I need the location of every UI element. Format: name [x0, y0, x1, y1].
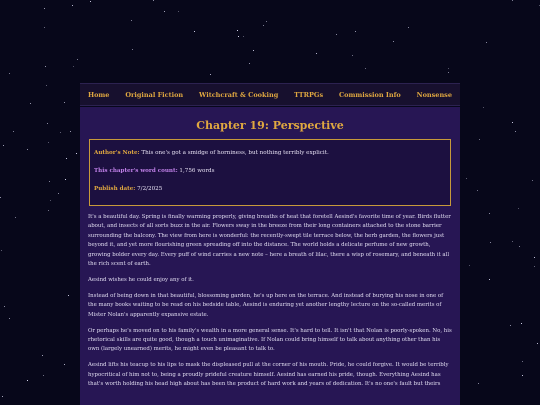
star-dot — [352, 55, 353, 56]
star-dot — [469, 265, 470, 266]
star-dot — [132, 49, 133, 50]
chapter-title: Chapter 19: Perspective — [196, 119, 344, 132]
star-dot — [510, 325, 511, 326]
star-dot — [266, 21, 267, 22]
authors-note-label: Author's Note: — [94, 150, 140, 156]
star-dot — [13, 131, 14, 132]
star-dot — [68, 295, 69, 296]
star-dot — [27, 380, 28, 381]
star-dot — [478, 383, 479, 384]
nav-commission-info[interactable]: Commission Info — [339, 90, 401, 99]
star-dot — [263, 25, 264, 26]
publish-date — [94, 186, 162, 192]
star-dot — [58, 193, 59, 194]
star-dot — [15, 217, 16, 218]
star-dot — [70, 131, 71, 132]
star-dot — [42, 355, 43, 356]
star-dot — [316, 53, 317, 54]
star-dot — [518, 208, 519, 209]
story-paragraph: It's a beautiful day. Spring is finally warming properly, giving breaths of heat that foretell Aesind's favorite time of year. Birds flutter about, and insects of all sorts buzz in the air. Flowers sway in the breeze from their long containers attached to the stone barrier surrounding the balcony. The view from here is wonderful: the recently-swept tile terrace below, the herb garden, the flowers just beyond it, and yet more flourishing green spreading off into the distance. The world holds a delicate perfume of new growth, growing bolder every day. Every puff of wind carries a new note – here a breath of lilac, there a wisp of rosemary, and beneath it all the rich scent of earth. — [88, 214, 451, 268]
nav-ttrpgs[interactable]: TTRPGs — [294, 90, 324, 99]
star-dot — [238, 36, 239, 37]
star-dot — [512, 0, 513, 1]
chapter-info-box — [89, 139, 451, 206]
publish-date-label: Publish date: — [94, 186, 136, 192]
star-dot — [0, 197, 1, 198]
star-dot — [1, 250, 2, 251]
story-paragraph: Instead of being down in that beautiful, blossoming garden, he's up here on the terrace. And instead of burying his nose in one of the many books waiting to be read on his bedside table, Aesind is enduring yet another lengthy lecture on the so-called merits of Mister Nolan's apparently expansive estate. — [88, 292, 444, 318]
star-dot — [466, 178, 467, 179]
star-dot — [60, 132, 61, 133]
star-dot — [48, 210, 49, 211]
main-nav — [80, 83, 460, 106]
star-dot — [50, 200, 51, 201]
star-dot — [515, 131, 516, 132]
star-dot — [532, 180, 533, 181]
nav-witchcraft-cooking[interactable]: Witchcraft & Cooking — [199, 90, 279, 99]
star-dot — [355, 31, 356, 32]
star-dot — [9, 318, 10, 319]
star-dot — [73, 66, 74, 67]
star-dot — [512, 241, 513, 242]
star-dot — [66, 158, 67, 159]
star-dot — [164, 11, 165, 12]
word-count-value: 1,756 words — [179, 168, 215, 174]
star-dot — [534, 266, 535, 267]
nav-original-fiction[interactable]: Original Fiction — [125, 90, 184, 99]
star-dot — [253, 50, 254, 51]
story-text — [88, 213, 452, 396]
star-dot — [448, 72, 449, 73]
star-dot — [243, 36, 244, 37]
star-dot — [336, 34, 337, 35]
star-dot — [45, 66, 46, 67]
star-dot — [43, 375, 44, 376]
star-dot — [512, 122, 513, 123]
star-dot — [65, 179, 66, 180]
star-dot — [365, 68, 366, 69]
star-dot — [3, 145, 4, 146]
star-dot — [408, 27, 409, 28]
star-dot — [44, 8, 45, 9]
word-count — [94, 168, 215, 174]
star-dot — [483, 107, 484, 108]
authors-note-text: This one's got a smidge of horniness, but nothing terribly explicit. — [141, 150, 329, 156]
star-dot — [64, 102, 65, 103]
star-dot — [44, 27, 45, 28]
star-dot — [486, 42, 487, 43]
star-dot — [2, 396, 3, 397]
star-dot — [479, 139, 480, 140]
star-dot — [393, 41, 394, 42]
star-dot — [30, 103, 31, 104]
star-dot — [490, 242, 491, 243]
word-count-label: This chapter's word count: — [94, 168, 178, 174]
star-dot — [90, 1, 91, 2]
star-dot — [27, 149, 28, 150]
star-dot — [9, 73, 10, 74]
star-dot — [49, 181, 50, 182]
star-dot — [47, 123, 48, 124]
star-dot — [489, 279, 490, 280]
nav-home[interactable]: Home — [87, 90, 110, 99]
story-paragraph: Aesind lifts his teacup to his lips to mask the displeased pull at the corner of his mouth. Pride, he could forgive. It would be terribly hypocritical of him not to, being a proudly prideful creature himself. Aesind has earned his pride, though. Everything Aesind has that's worth holding his head high about has been the product of hard work and years of dedication. It's no one's fault but theirs — [88, 362, 449, 388]
star-dot — [537, 343, 538, 344]
star-dot — [178, 11, 179, 12]
star-dot — [64, 364, 65, 365]
star-dot — [522, 361, 523, 362]
publish-date-value: 7/2/2025 — [137, 186, 163, 192]
star-dot — [522, 375, 523, 376]
star-dot — [477, 190, 478, 191]
authors-note — [94, 150, 329, 156]
star-dot — [76, 153, 77, 154]
star-dot — [448, 68, 449, 69]
star-dot — [249, 63, 250, 64]
star-dot — [534, 257, 535, 258]
star-dot — [521, 323, 522, 324]
star-dot — [489, 213, 490, 214]
star-dot — [46, 85, 47, 86]
star-dot — [72, 5, 73, 6]
star-dot — [153, 0, 154, 1]
star-dot — [210, 74, 211, 75]
star-dot — [4, 306, 5, 307]
story-paragraph: Or perhaps he's moved on to his family's wealth in a more general sense. It's hard to tell. It isn't that Nolan is poorly-spoken. No, his rhetorical skills are quite good, though a touch unimaginative. If Nolan could bring himself to talk about anything other than his own (largely unearned) merits, he might even be pleasant to talk to. — [88, 327, 452, 353]
star-dot — [237, 30, 238, 31]
star-dot — [77, 59, 78, 60]
nav-nonsense[interactable]: Nonsense — [416, 90, 452, 99]
story-paragraph: Aesind wishes he could enjoy any of it. — [88, 276, 194, 283]
star-dot — [131, 20, 132, 21]
star-dot — [48, 142, 49, 143]
star-dot — [194, 31, 195, 32]
star-dot — [519, 246, 520, 247]
chapter-content — [80, 107, 460, 405]
